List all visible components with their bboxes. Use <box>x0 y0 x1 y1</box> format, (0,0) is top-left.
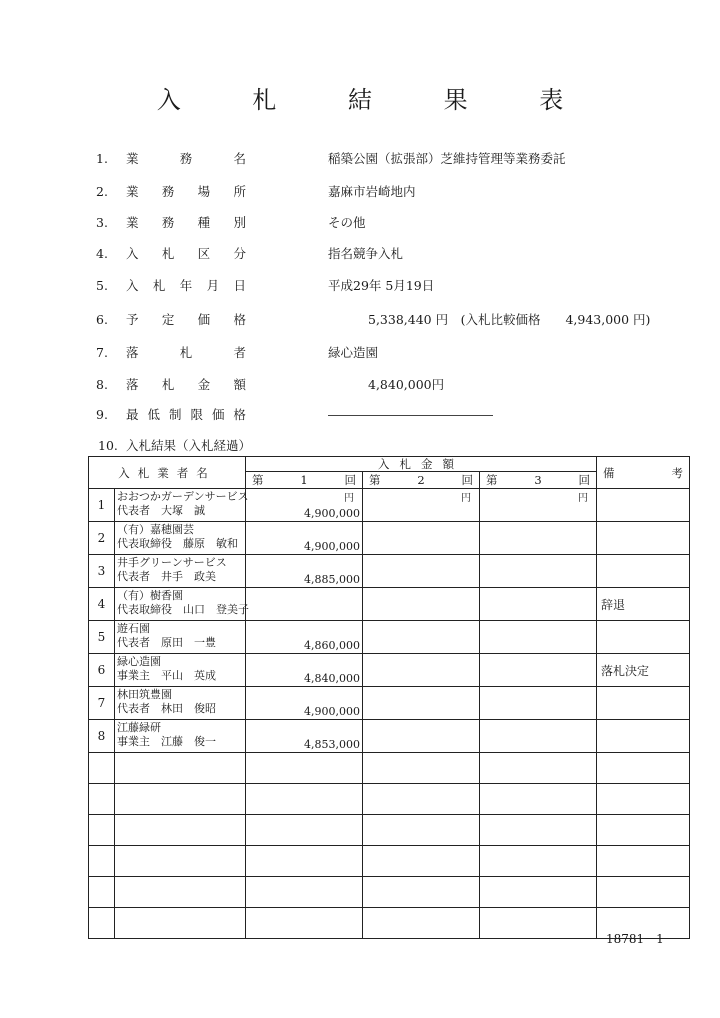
field-label: 入札結果（入札経過） <box>126 438 252 453</box>
field-number: 7. <box>96 344 108 360</box>
bid-amount-round-1 <box>246 522 363 555</box>
field-row <box>96 403 696 425</box>
remark-cell <box>597 687 690 720</box>
header-round-1: 第 1 回 <box>246 472 363 489</box>
bid-amount-round-1 <box>246 489 363 522</box>
bid-amount-round-2 <box>363 588 480 621</box>
empty-cell <box>246 815 363 846</box>
field-value: 平成29年 5月19日 <box>328 278 435 293</box>
remark-cell <box>597 489 690 522</box>
empty-cell <box>115 815 246 846</box>
empty-cell <box>597 815 690 846</box>
page-number: 18781－1 <box>606 932 664 946</box>
field-number: 8. <box>96 376 108 392</box>
bid-amount-round-3 <box>480 522 597 555</box>
bid-results-table <box>88 456 690 939</box>
field-number: 10. <box>98 437 118 453</box>
bid-amount-round-1 <box>246 687 363 720</box>
bid-amount-round-2 <box>363 654 480 687</box>
empty-cell <box>246 784 363 815</box>
field-label: 入 札 区 分 <box>126 246 246 261</box>
table-row <box>89 522 690 555</box>
field-value: 4,840,000円 <box>368 377 445 392</box>
empty-row <box>89 908 690 939</box>
representative-name: 代表取締役 藤原 敏和 <box>117 537 238 550</box>
empty-cell <box>115 784 246 815</box>
field-label: 予 定 価 格 <box>126 312 246 327</box>
field-label: 入 札 年 月 日 <box>126 278 246 293</box>
empty-cell <box>246 753 363 784</box>
field-number: 5. <box>96 277 108 293</box>
bidder-name <box>115 555 246 588</box>
remark-cell: 辞退 <box>597 588 690 621</box>
representative-name: 事業主 平山 英成 <box>117 669 216 682</box>
bidder-name <box>115 687 246 720</box>
representative-name: 代表者 大塚 誠 <box>117 504 205 517</box>
empty-cell <box>89 877 115 908</box>
bid-amount-value: 4,853,000 <box>304 738 360 751</box>
bid-amount-round-2 <box>363 555 480 588</box>
representative-name: 代表者 原田 一豊 <box>117 636 216 649</box>
empty-cell <box>115 753 246 784</box>
remark-cell <box>597 621 690 654</box>
bid-amount-round-1 <box>246 720 363 753</box>
field-value: 緑心造園 <box>328 345 379 360</box>
field-row <box>96 274 696 296</box>
table-row <box>89 687 690 720</box>
yen-unit: 円 <box>344 493 354 504</box>
bid-amount-round-3 <box>480 489 597 522</box>
bid-amount-value: 4,900,000 <box>304 507 360 520</box>
bidder-name <box>115 588 249 621</box>
field-label: 業 務 場 所 <box>126 184 246 199</box>
header-bidder-name: 入札業者名 <box>89 457 246 489</box>
table-row <box>89 621 690 654</box>
bid-amount-round-1 <box>246 588 363 621</box>
table-row <box>89 654 690 687</box>
header-round-2: 第 2 回 <box>363 472 480 489</box>
empty-cell <box>115 908 246 939</box>
yen-unit: 円 <box>461 493 471 504</box>
header-round-3: 第 3 回 <box>480 472 597 489</box>
empty-row <box>89 846 690 877</box>
empty-row <box>89 753 690 784</box>
bidder-name <box>115 522 246 555</box>
company-name: 井手グリーンサービス <box>117 556 227 569</box>
field-row <box>96 373 696 395</box>
row-number: 4 <box>89 588 115 621</box>
empty-cell <box>480 908 597 939</box>
empty-cell <box>480 815 597 846</box>
field-number: 1. <box>96 150 108 166</box>
bid-amount-value: 4,885,000 <box>304 573 360 586</box>
empty-cell <box>480 877 597 908</box>
row-number: 7 <box>89 687 115 720</box>
field-row <box>96 211 696 233</box>
empty-cell <box>480 846 597 877</box>
bid-amount-round-2 <box>363 621 480 654</box>
company-name: 緑心造園 <box>117 655 161 668</box>
empty-cell <box>597 877 690 908</box>
empty-cell <box>89 846 115 877</box>
field-row <box>96 180 696 202</box>
company-name: （有）嘉穂園芸 <box>117 523 194 536</box>
table-row <box>89 489 690 522</box>
field-number: 4. <box>96 245 108 261</box>
header-bid-amount: 入札金額 <box>246 457 597 472</box>
field-label: 最 低 制 限 価 格 <box>126 407 246 422</box>
bid-amount-value: 4,900,000 <box>304 540 360 553</box>
field-label: 業 務 種 別 <box>126 215 246 230</box>
remark-cell: 落札決定 <box>597 654 690 687</box>
empty-cell <box>597 753 690 784</box>
company-name: 遊石園 <box>117 622 150 635</box>
field-row <box>96 341 696 363</box>
field-number: 3. <box>96 214 108 230</box>
field-value <box>328 407 493 422</box>
row-number: 3 <box>89 555 115 588</box>
empty-cell <box>363 908 480 939</box>
yen-unit: 円 <box>578 493 588 504</box>
blank-line <box>328 415 493 416</box>
bid-amount-round-2 <box>363 687 480 720</box>
table-row <box>89 588 690 621</box>
table-row <box>89 720 690 753</box>
empty-row <box>89 784 690 815</box>
row-number: 8 <box>89 720 115 753</box>
representative-name: 代表者 井手 政美 <box>117 570 216 583</box>
row-number: 1 <box>89 489 115 522</box>
empty-row <box>89 815 690 846</box>
bid-amount-value: 4,860,000 <box>304 639 360 652</box>
row-number: 6 <box>89 654 115 687</box>
field-row <box>96 242 696 264</box>
field-number: 6. <box>96 311 108 327</box>
bid-amount-round-2 <box>363 522 480 555</box>
field-row <box>96 147 696 169</box>
empty-cell <box>363 877 480 908</box>
field-label: 落 札 者 <box>126 345 246 360</box>
company-name: 林田筑豊園 <box>117 688 172 701</box>
company-name: 江藤緑研 <box>117 721 161 734</box>
bid-amount-round-2 <box>363 489 480 522</box>
bid-amount-value: 4,840,000 <box>304 672 360 685</box>
bidder-name <box>115 720 246 753</box>
empty-cell <box>363 784 480 815</box>
empty-cell <box>480 784 597 815</box>
remark-cell <box>597 522 690 555</box>
bid-amount-round-3 <box>480 654 597 687</box>
empty-cell <box>363 846 480 877</box>
field-label: 業 務 名 <box>126 151 246 166</box>
field-row <box>96 308 696 330</box>
representative-name: 代表者 林田 俊昭 <box>117 702 216 715</box>
bidder-name <box>115 654 246 687</box>
bid-amount-round-3 <box>480 687 597 720</box>
company-name: おおつかガーデンサービス <box>117 490 249 503</box>
empty-cell <box>115 846 246 877</box>
bid-amount-value: 4,900,000 <box>304 705 360 718</box>
representative-name: 代表取締役 山口 登美子 <box>117 603 249 616</box>
bidder-name <box>115 489 249 522</box>
document-title: 入 札 結 果 表 <box>156 86 596 114</box>
empty-cell <box>597 784 690 815</box>
field-value: 5,338,440 円 (入札比較価格 4,943,000 円) <box>368 312 651 327</box>
empty-cell <box>597 846 690 877</box>
remark-cell <box>597 720 690 753</box>
empty-cell <box>89 815 115 846</box>
field-row <box>98 434 698 456</box>
bid-amount-round-3 <box>480 555 597 588</box>
bid-amount-round-1 <box>246 654 363 687</box>
field-value: 嘉麻市岩崎地内 <box>328 184 416 199</box>
field-value: 稲築公園（拡張部）芝維持管理等業務委託 <box>328 151 566 166</box>
empty-cell <box>246 877 363 908</box>
remark-cell <box>597 555 690 588</box>
field-value: その他 <box>328 215 366 230</box>
bidder-name <box>115 621 246 654</box>
empty-cell <box>363 753 480 784</box>
table-row <box>89 555 690 588</box>
row-number: 5 <box>89 621 115 654</box>
field-number: 2. <box>96 183 108 199</box>
empty-cell <box>246 908 363 939</box>
empty-cell <box>115 877 246 908</box>
empty-cell <box>480 753 597 784</box>
bid-amount-round-3 <box>480 720 597 753</box>
header-remark: 備 考 <box>597 457 690 489</box>
empty-cell <box>89 908 115 939</box>
bid-amount-round-2 <box>363 720 480 753</box>
field-value: 指名競争入札 <box>328 246 404 261</box>
company-name: （有）樹香園 <box>117 589 183 602</box>
bid-amount-round-3 <box>480 621 597 654</box>
representative-name: 事業主 江藤 俊一 <box>117 735 216 748</box>
empty-cell <box>246 846 363 877</box>
bid-amount-round-1 <box>246 555 363 588</box>
field-number: 9. <box>96 406 108 422</box>
bid-amount-round-1 <box>246 621 363 654</box>
row-number: 2 <box>89 522 115 555</box>
empty-cell <box>89 784 115 815</box>
field-label: 落 札 金 額 <box>126 377 246 392</box>
empty-cell <box>89 753 115 784</box>
empty-row <box>89 877 690 908</box>
empty-cell <box>363 815 480 846</box>
bid-amount-round-3 <box>480 588 597 621</box>
